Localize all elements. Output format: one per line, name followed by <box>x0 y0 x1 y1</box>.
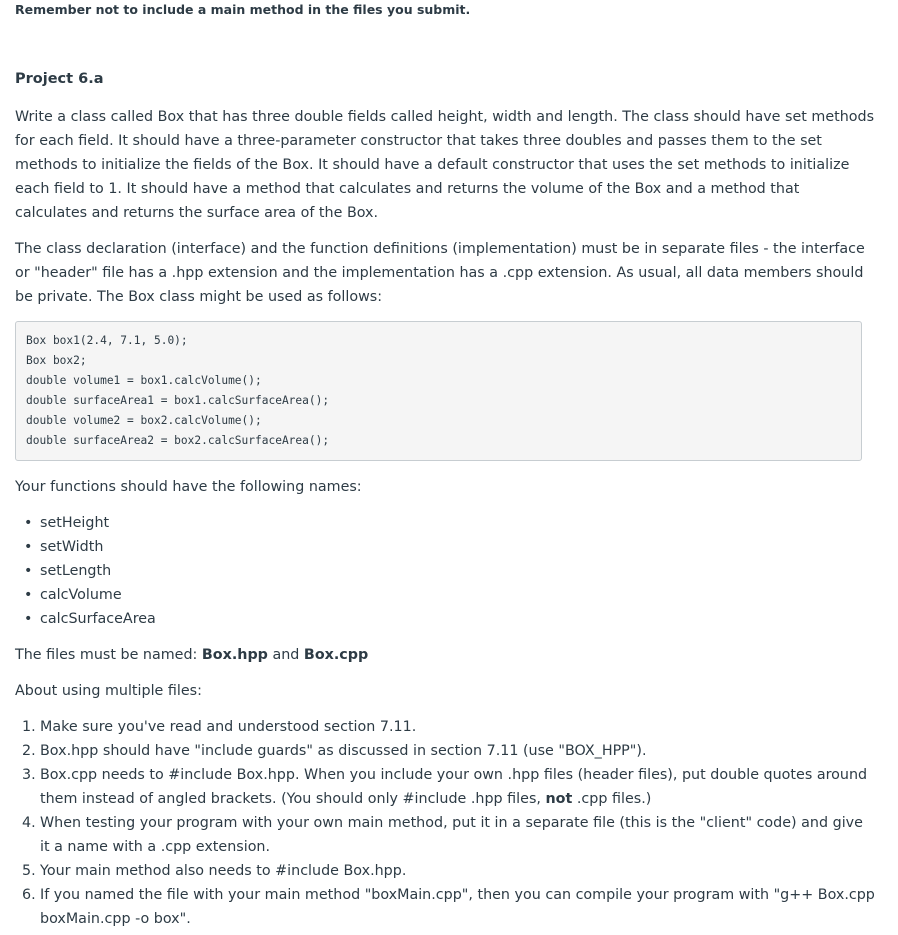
code-line: Box box1(2.4, 7.1, 5.0); <box>26 334 188 347</box>
list-item <box>15 535 875 559</box>
list-item <box>15 739 875 763</box>
step-number: 4. <box>22 815 36 831</box>
project-title: Project 6.a <box>15 71 104 87</box>
list-item <box>15 559 875 583</box>
functions-intro: Your functions should have the following names: <box>15 479 362 495</box>
files-named-conjunction: and <box>267 647 304 663</box>
function-name: setHeight <box>40 515 110 531</box>
step-text: Box.hpp should have "include guards" as discussed in section 7.11 (use "BOX_HPP"). <box>40 743 647 759</box>
file-name-hpp: Box.hpp <box>201 647 268 663</box>
step-emphasis: not <box>545 791 573 807</box>
files-named-paragraph <box>15 643 875 667</box>
step-number: 2. <box>22 743 36 759</box>
intro-paragraph: Write a class called Box that has three double fields called height, width and length. The class should have set methods for each field. It should have a three-parameter constructor that takes three doubles and passes them to the set methods to initialize the fields of the Box. It should have a default constructor that uses the set methods to initialize each field to 1. It should have a method that calculates and returns the volume of the Box and a method that calculates and returns the surface area of the Box. <box>15 109 875 221</box>
step-text: When testing your program with your own main method, put it in a separate file (this is the "client" code) and give it a name with a .cpp extension. <box>40 815 863 855</box>
function-name: setLength <box>40 563 112 579</box>
step-text-after: .cpp files.) <box>572 791 652 807</box>
file-name-cpp: Box.cpp <box>303 647 369 663</box>
step-number: 5. <box>22 863 36 879</box>
bullet: • <box>24 587 33 603</box>
list-item <box>15 607 875 631</box>
list-item <box>15 715 875 739</box>
bullet: • <box>24 611 33 627</box>
step-text: Make sure you've read and understood section 7.11. <box>40 719 417 735</box>
function-name: calcVolume <box>40 587 122 603</box>
steps-list <box>15 715 875 931</box>
list-item <box>15 763 875 811</box>
list-item <box>15 883 875 931</box>
step-number: 6. <box>22 887 36 903</box>
list-item <box>15 583 875 607</box>
files-named-prefix: The files must be named: <box>15 647 202 663</box>
function-name: calcSurfaceArea <box>40 611 156 627</box>
bullet: • <box>24 539 33 555</box>
list-item <box>15 511 875 535</box>
assignment-content <box>15 67 875 931</box>
bullet: • <box>24 515 33 531</box>
multiple-files-heading: About using multiple files: <box>15 683 202 699</box>
step-text-before: Box.cpp needs to #include Box.hpp. When you include your own .hpp files (header files), put double quotes around them instead of angled brackets. (You should only #include .hpp files, <box>40 767 868 807</box>
code-line: double volume1 = box1.calcVolume(); <box>26 374 262 387</box>
step-text: Your main method also needs to #include Box.hpp. <box>40 863 407 879</box>
list-item <box>15 811 875 859</box>
code-example <box>15 321 862 461</box>
reminder-note: Remember not to include a main method in the files you submit. <box>15 2 471 17</box>
code-line: double surfaceArea1 = box1.calcSurfaceArea(); <box>26 394 330 407</box>
function-name: setWidth <box>40 539 104 555</box>
bullet: • <box>24 563 33 579</box>
declaration-paragraph: The class declaration (interface) and the function definitions (implementation) must be in separate files - the interface or "header" file has a .hpp extension and the implementation has a .cpp extension. As usual, all data members should be private. The Box class might be used as follows: <box>15 241 865 305</box>
step-number: 3. <box>22 767 36 783</box>
step-text: If you named the file with your main method "boxMain.cpp", then you can compile your program with "g++ Box.cpp boxMain.cpp -o box". <box>40 887 875 927</box>
code-line: Box box2; <box>26 354 87 367</box>
list-item <box>15 859 875 883</box>
step-number: 1. <box>22 719 36 735</box>
function-names-list <box>15 511 875 631</box>
code-line: double surfaceArea2 = box2.calcSurfaceArea(); <box>26 434 330 447</box>
code-line: double volume2 = box2.calcVolume(); <box>26 414 262 427</box>
